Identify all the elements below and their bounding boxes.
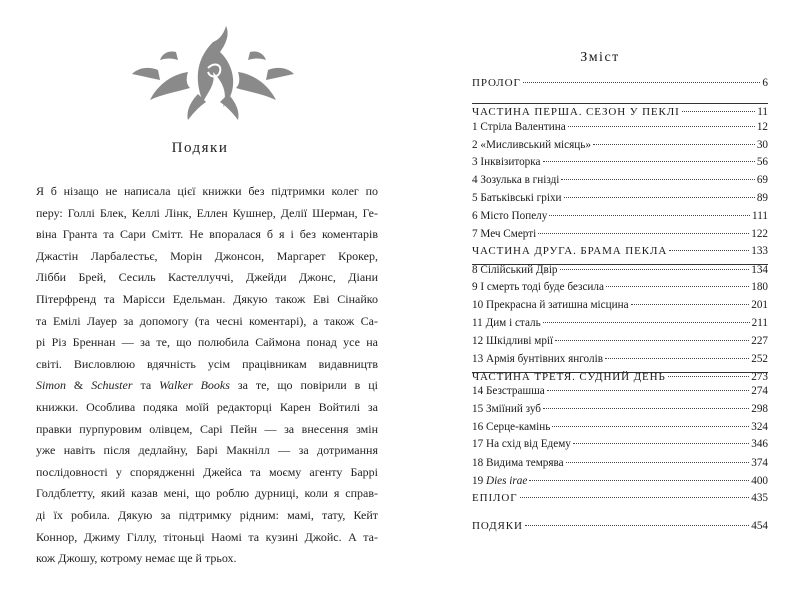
- text-line: Я б нізащо не написала цієї книжки без підтримки колег по: [36, 184, 378, 198]
- toc-page-number: 346: [751, 438, 768, 450]
- toc-entry-label: 19 Dies irae: [472, 475, 528, 487]
- text-fragment: Walker Books: [159, 378, 230, 393]
- toc-page-number: 400: [751, 475, 768, 487]
- toc-entry-label: 13 Армія бунтівних янголів: [472, 353, 603, 365]
- text-line: Лібби Брей, Сесиль Кастеллуччі, Джейди Джонс, Діани: [36, 270, 378, 285]
- dot-leader: [529, 480, 749, 481]
- toc-entry-label: 17 На схід від Едему: [472, 438, 571, 450]
- toc-part-entry[interactable]: [472, 520, 768, 532]
- dot-leader: [606, 286, 749, 287]
- text-fragment: &: [66, 378, 92, 393]
- toc-entry-label: 18 Видима темрява: [472, 457, 564, 469]
- toc-part-entry[interactable]: [472, 492, 768, 504]
- toc-entry-label: 14 Безстрашша: [472, 385, 545, 397]
- text-line: світі. Висловлюю вдячність усім працівникам видавництв: [36, 356, 378, 371]
- text-line: Голдблетту, який казав мені, що роблю дурниці, коли я справ-: [36, 486, 378, 501]
- toc-chapter-entry[interactable]: [472, 299, 768, 311]
- text-line: та Емілі Лауер за допомогу (та чесні коментарі), а також Са-: [36, 313, 378, 328]
- text-line: Джастін Ларбалестьє, Морін Джонсон, Маргарет Крокер,: [36, 248, 378, 263]
- toc-chapter-entry[interactable]: [472, 385, 768, 397]
- dot-leader: [543, 161, 755, 162]
- toc-page-number: 211: [751, 317, 768, 329]
- toc-chapter-entry[interactable]: [472, 174, 768, 186]
- toc-entry-italic: Dies irae: [485, 475, 528, 487]
- text-line: Коннор, Джиму Гіллу, тітоньці Наомі та кузині Джойс. А та-: [36, 529, 378, 544]
- toc-entry-label: 3 Інквізиторка: [472, 156, 541, 168]
- dot-leader: [543, 408, 749, 409]
- toc-page-number: 12: [756, 121, 768, 133]
- toc-chapter-entry[interactable]: [472, 210, 768, 222]
- flame-leaves-ornament-icon: [128, 22, 298, 122]
- toc-entry-label: ЧАСТИНА ДРУГА. БРАМА ПЕКЛА: [472, 245, 668, 257]
- toc-chapter-entry[interactable]: [472, 281, 768, 293]
- text-line: [36, 375, 378, 397]
- text-fragment: та: [132, 378, 160, 393]
- dot-leader: [549, 215, 750, 216]
- toc-page-number: 89: [756, 192, 768, 204]
- toc-entry-label: 16 Серце-камінь: [472, 421, 551, 433]
- toc-part-entry[interactable]: [472, 106, 768, 118]
- toc-entry-label: ЧАСТИНА ТРЕТЯ. СУДНИЙ ДЕНЬ: [472, 371, 666, 383]
- toc-chapter-entry[interactable]: [472, 475, 768, 487]
- dot-leader: [568, 126, 755, 127]
- dot-leader: [566, 462, 750, 463]
- text-line: віна Гранта та Сари Смітт. Не впоралася б я і без коментарів: [36, 227, 378, 242]
- section-divider: [472, 103, 768, 104]
- dot-leader: [631, 304, 750, 305]
- toc-page-number: 435: [751, 492, 768, 504]
- dot-leader: [520, 497, 750, 498]
- toc-chapter-entry[interactable]: [472, 228, 768, 240]
- toc-chapter-entry[interactable]: [472, 317, 768, 329]
- toc-entry-label: 12 Шкідливі мрії: [472, 335, 554, 347]
- text-line: правки пурпуровим олівцем, Сарі Пейн — за внесення змін: [36, 421, 378, 436]
- toc-page-number: 374: [751, 457, 768, 469]
- text-fragment: Schuster: [91, 378, 133, 393]
- toc-page-number: 122: [751, 228, 768, 240]
- text-line: уже навіть після дедлайну, Барі Макнілл — за дотримання: [36, 443, 378, 458]
- toc-chapter-entry[interactable]: [472, 421, 768, 433]
- toc-page-number: 6: [762, 77, 768, 89]
- toc-page-number: 252: [751, 353, 768, 365]
- toc-entry-label: 6 Місто Попелу: [472, 210, 548, 222]
- dot-leader: [525, 525, 749, 526]
- toc-page-number: 133: [751, 245, 768, 257]
- text-fragment: Simon: [36, 378, 66, 393]
- toc-entry-label: 2 «Мисливський місяць»: [472, 139, 591, 151]
- text-line: книжки. Особлива подяка моїй редакторці Карен Войтилі за: [36, 399, 378, 414]
- toc-entry-label: 5 Батьківські гріхи: [472, 192, 562, 204]
- toc-entry-label: ЕПІЛОГ: [472, 492, 518, 504]
- dot-leader: [593, 144, 755, 145]
- toc-page-number: 111: [752, 210, 768, 222]
- toc-entry-label: 9 І смерть тоді буде безсила: [472, 281, 604, 293]
- toc-entry-label: ЧАСТИНА ПЕРША. СЕЗОН У ПЕКЛІ: [472, 106, 680, 118]
- toc-entry-label: 4 Зозулька в гнізді: [472, 174, 560, 186]
- toc-chapter-entry[interactable]: [472, 264, 768, 276]
- toc-chapter-entry[interactable]: [472, 403, 768, 415]
- toc-part-entry[interactable]: [472, 245, 768, 257]
- text-line: Пітерфренд та Марісси Едельман. Дякую також Еві Сінайко: [36, 291, 378, 306]
- toc-page-number: 180: [751, 281, 768, 293]
- toc-entry-label: 11 Дим і сталь: [472, 317, 541, 329]
- toc-entry-label: 7 Меч Смерті: [472, 228, 537, 240]
- dot-leader: [543, 322, 750, 323]
- toc-chapter-entry[interactable]: [472, 139, 768, 151]
- toc-entry-label: ПРОЛОГ: [472, 77, 521, 89]
- dot-leader: [555, 340, 749, 341]
- toc-chapter-entry[interactable]: [472, 192, 768, 204]
- toc-chapter-entry[interactable]: [472, 457, 768, 469]
- acknowledgments-title: Подяки: [171, 140, 229, 156]
- toc-page-number: 324: [751, 421, 768, 433]
- toc-page-number: 201: [751, 299, 768, 311]
- toc-entry-label: 1 Стріла Валентина: [472, 121, 566, 133]
- toc-title: Зміст: [580, 50, 620, 65]
- acknowledgments-text: [36, 181, 378, 570]
- right-page: [400, 0, 800, 600]
- dot-leader: [523, 82, 761, 83]
- dot-leader: [538, 233, 749, 234]
- toc-chapter-entry[interactable]: [472, 353, 768, 365]
- dot-leader: [547, 390, 750, 391]
- dot-leader: [682, 111, 756, 112]
- toc-page-number: 30: [756, 139, 768, 151]
- toc-chapter-entry[interactable]: [472, 156, 768, 168]
- dot-leader: [560, 269, 750, 270]
- toc-page-number: 134: [751, 264, 768, 276]
- toc-entry-label: ПОДЯКИ: [472, 520, 523, 532]
- dot-leader: [669, 250, 749, 251]
- text-line: послідовності у спорядженні Джейса та моєму агенту Баррі: [36, 464, 378, 479]
- toc-page-number: 11: [757, 106, 768, 118]
- toc-chapter-entry[interactable]: [472, 335, 768, 347]
- text-fragment: за те, що повірили в ці: [229, 378, 378, 393]
- toc-chapter-entry[interactable]: [472, 121, 768, 133]
- dot-leader: [564, 197, 755, 198]
- section-divider: [472, 372, 768, 373]
- dot-leader: [573, 443, 749, 444]
- toc-page-number: 454: [751, 520, 768, 532]
- text-line: кож Джошу, котрому немає ще й трьох.: [36, 551, 237, 566]
- text-line: перу: Голлі Блек, Келлі Лінк, Еллен Кушнер, Делії Шерман, Ге-: [36, 205, 378, 220]
- toc-chapter-entry[interactable]: [472, 438, 768, 450]
- toc-page-number: 227: [751, 335, 768, 347]
- text-line: рі Різ Бреннан — за те, що полюбила Саймона понад усе на: [36, 335, 378, 350]
- section-divider: [472, 264, 768, 265]
- toc-page-number: 69: [756, 174, 768, 186]
- dot-leader: [668, 376, 750, 377]
- toc-page-number: 274: [751, 385, 768, 397]
- toc-entry-label: 10 Прекрасна й затишна місцина: [472, 299, 629, 311]
- toc-page-number: 56: [756, 156, 768, 168]
- toc-page-number: 298: [751, 403, 768, 415]
- dot-leader: [561, 179, 754, 180]
- toc-entry-label: 15 Зміїний зуб: [472, 403, 541, 415]
- dot-leader: [605, 358, 749, 359]
- toc-part-entry[interactable]: [472, 77, 768, 89]
- toc-entry-label: 8 Сілійський Двір: [472, 264, 558, 276]
- toc-page-number: 273: [751, 371, 768, 383]
- text-line: ді їх робила. Дякую за підтримку рідним: мамі, тату, Кейт: [36, 507, 378, 522]
- dot-leader: [552, 426, 749, 427]
